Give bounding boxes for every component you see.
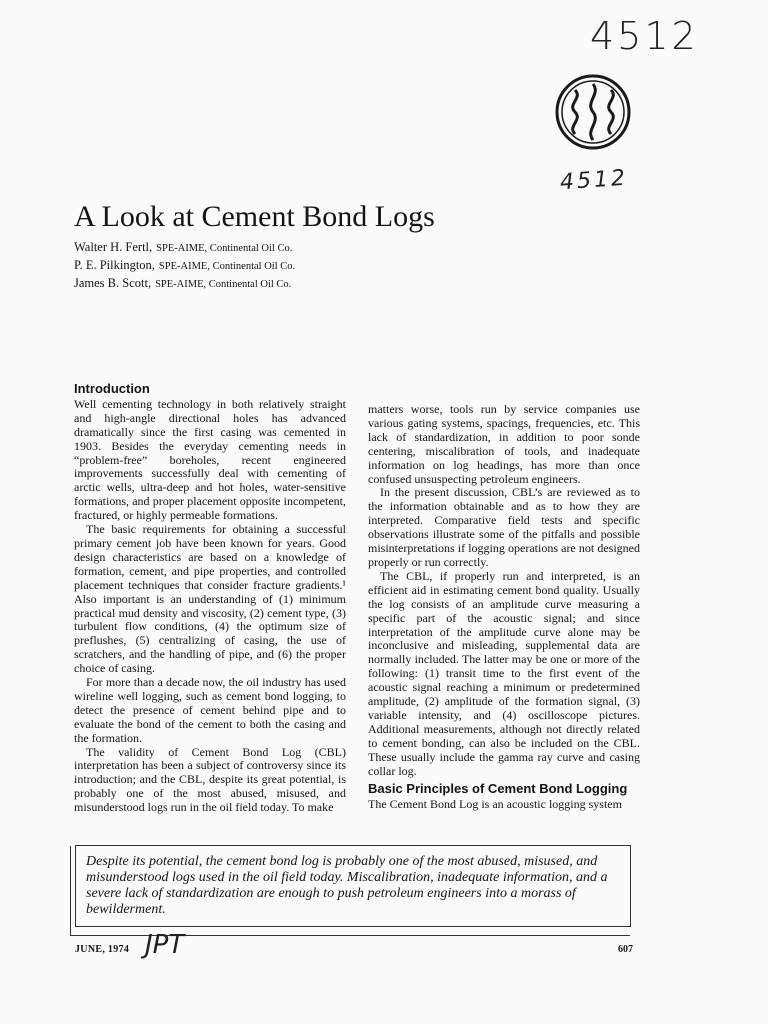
handwritten-number-top: 4512	[590, 14, 699, 58]
author-name: James B. Scott,	[74, 276, 152, 290]
author-name: Walter H. Fertl,	[74, 240, 153, 254]
paragraph: matters worse, tools run by service companies use various gating systems, spacings, frequencies, etc. This lack of standardization, in addition to poor sonde centering, miscalibration of tools, and inadequate information on log headings, has more than once confused unsuspecting petroleum engineers.	[368, 402, 640, 486]
paragraph: The CBL, if properly run and interpreted, is an efficient aid in estimating cement bond quality. Usually the log consists of an amplitude curve measuring a specific part of the acoustic signal; and since interpretation of the amplitude curve alone may be inconclusive and misleading, supplemental data are normally included. The latter may be one or more of the following: (1) transit time to the first event of the acoustic signal reaching a minimum or predetermined amplitude, (2) amplitude of the formation signal, (3) variable intensity, and (4) oscilloscope pictures. Additional measurements, although not directly related to cement bonding, can also be included on the CBL. These usually include the gamma ray curve and casing collar log.	[368, 568, 640, 778]
paragraph: The Cement Bond Log is an acoustic logging system	[368, 797, 622, 812]
issue-date: JUNE, 1974	[75, 944, 130, 955]
paper-title: A Look at Cement Bond Logs	[74, 200, 435, 233]
left-column	[74, 382, 346, 815]
author-affiliation: SPE-AIME, Continental Oil Co.	[156, 243, 293, 254]
right-column	[368, 403, 640, 812]
author-affiliation: SPE-AIME, Continental Oil Co.	[155, 279, 292, 290]
pull-quote-box: Despite its potential, the cement bond log is probably one of the most abused, misused, and misunderstood logs used in the oil field today. Miscalibration, inadequate information, and a severe lack of standardization are enough to push petroleum engineers into a morass of bewilderment.	[75, 845, 631, 927]
handwritten-number-mid: 4512	[559, 165, 629, 196]
paragraph: Well cementing technology in both relatively straight and high-angle directional holes has advanced dramatically since the first casing was cemented in 1903. Besides the everyday cementing needs in “problem-free” boreholes, recent engineered improvements successfully deal with cementing of arctic wells, ultra-deep and hot holes, water-sensitive formations, and proper placement opposite incompetent, fractured, or highly permeable formations.	[74, 396, 346, 523]
handwritten-journal-signature: JPT	[145, 930, 185, 960]
author-affiliation: SPE-AIME, Continental Oil Co.	[158, 261, 296, 272]
paragraph: The basic requirements for obtaining a successful primary cement job have been known for years. Good design characteristics are based on a knowledge of formation, cement, and pipe properties, and controlled placement techniques that consider fracture gradients.¹ Also important is an understanding of (1) minimum practical mud density and viscosity, (2) cement type, (3) turbulent flow conditions, (4) the optimum size of preflushes, (5) centralizing of casing, the use of scratchers, and the handling of pipe, and (6) the proper choice of casing.	[74, 522, 346, 676]
author-line	[74, 276, 291, 291]
paragraph: For more than a decade now, the oil industry has used wireline well logging, such as cement bond logging, to detect the presence of cement behind pipe and to evaluate the bond of the cement to both the casing and the formation.	[74, 675, 346, 745]
author-line	[74, 240, 292, 255]
paragraph: In the present discussion, CBL’s are reviewed as to the information obtainable and as to how they are interpreted. Comparative field tests and specific observations illustrate some of the pitfalls and possible misinterpretations if logging operations are not designed properly or run correctly.	[368, 485, 640, 569]
paragraph: The validity of Cement Bond Log (CBL) interpretation has been a subject of controversy since its introduction; and the CBL, despite its great potential, is probably one of the most abused, misused, and misunderstood logs run in the oil field today. To make	[74, 744, 346, 815]
author-line	[74, 258, 295, 273]
author-name: P. E. Pilkington,	[74, 258, 155, 272]
page-number: 607	[618, 944, 633, 955]
section-heading-basic-principles: Basic Principles of Cement Bond Logging	[368, 781, 628, 797]
journal-logo-icon	[553, 72, 633, 152]
section-heading-introduction: Introduction	[74, 381, 150, 396]
